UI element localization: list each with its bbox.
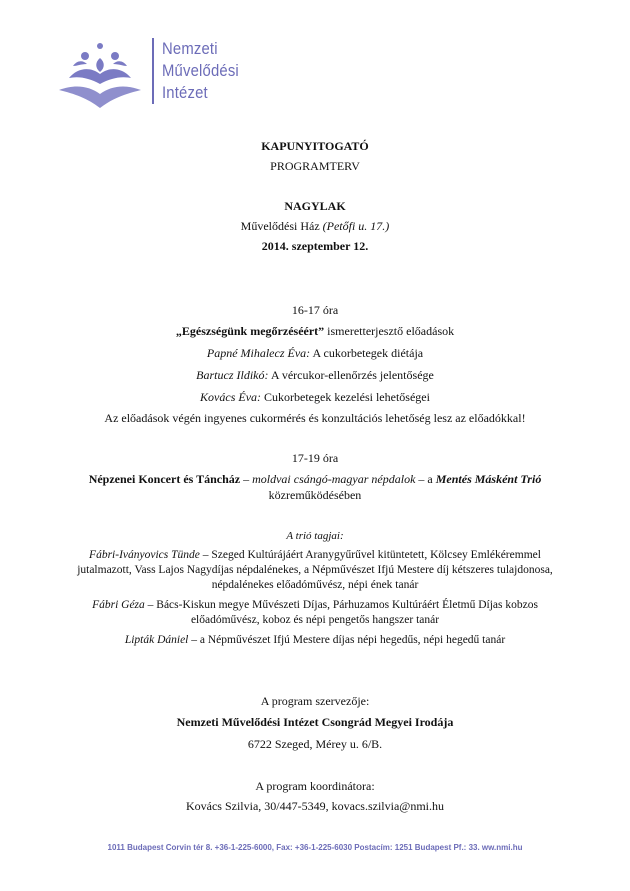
event-date: 2014. szeptember 12. [261, 239, 369, 253]
brand-line-3: Intézet [162, 84, 208, 102]
talk-topic: Cukorbetegek kezelési lehetőségei [261, 390, 430, 404]
session2-time: 17-19 óra [291, 451, 339, 465]
talk-3 [0, 389, 630, 405]
band-name: Mentés Másként Trió [435, 472, 542, 486]
session2-subtitle: moldvai csángó-magyar népdalok [252, 472, 416, 486]
organizer-label: A program szervezője: [260, 694, 370, 708]
member-desc: – a Népművészet Ifjú Mestere díjas népi hegedűs, népi hegedű tanár [188, 634, 506, 646]
venue: Művelődési Ház [240, 219, 320, 233]
session1-title: „Egészségünk megőrzéséért” [175, 324, 325, 338]
member-3 [60, 633, 570, 648]
city: NAGYLAK [284, 199, 346, 213]
dash: – [240, 472, 253, 486]
session2-heading [70, 471, 560, 503]
organizer-name: Nemzeti Művelődési Intézet Csongrád Megyei Irodája [176, 715, 454, 729]
venue-line [0, 218, 630, 234]
member-name: Lipták Dániel [124, 634, 189, 646]
dash: – a [415, 472, 436, 486]
member-desc: – Szeged Kultúrájáért Aranygyűrűvel kitüntetett, Kölcsey Emlékéremmel jutalmazott, Vass Lajos Nagydíjas népdalénekes, a Népművészet Ifjú Mestere díj kétszeres tulajdonosa, népdalénekes előadóművész, népi ének tanár [77, 549, 553, 591]
footer-contact: 1011 Budapest Corvin tér 8. +36-1-225-6000, Fax: +36-1-225-6030 Postacím: 1251 Budapest Pf.: 33. ww.nmi.hu [107, 843, 523, 852]
coordinator-label: A program koordinátora: [255, 779, 375, 793]
session2-suffix: közreműködésében [268, 488, 362, 502]
session2-title: Népzenei Koncert és Táncház [88, 472, 241, 486]
page-title: KAPUNYITOGATÓ [261, 139, 369, 153]
session1-time: 16-17 óra [291, 303, 339, 317]
institute-logo-icon [55, 38, 145, 110]
talk-speaker: Kovács Éva: [200, 390, 262, 404]
talk-topic: A cukorbetegek diétája [310, 346, 424, 360]
brand-line-2: Művelődési [162, 62, 239, 80]
session1-note: Az előadások végén ingyenes cukormérés és konzultációs lehetőség lesz az előadókkal! [104, 411, 526, 425]
talk-2 [0, 367, 630, 383]
page-subtitle: PROGRAMTERV [270, 159, 360, 173]
member-name: Fábri Géza [92, 599, 145, 611]
talk-topic: A vércukor-ellenőrzés jelentősége [268, 368, 434, 382]
member-2 [70, 598, 560, 628]
session1-title-suffix: ismeretterjesztő előadások [324, 324, 455, 338]
brand-name [152, 38, 247, 104]
coordinator-contact: Kovács Szilvia, 30/447-5349, kovacs.szilvia@nmi.hu [185, 799, 444, 813]
venue-address: (Petőfi u. 17.) [322, 219, 390, 233]
talk-speaker: Papné Mihalecz Éva: [206, 346, 311, 360]
talk-1 [0, 345, 630, 361]
talk-speaker: Bartucz Ildikó: [196, 368, 269, 382]
brand-line-1: Nemzeti [162, 40, 218, 58]
member-desc: – Bács-Kiskun megye Művészeti Díjas, Párhuzamos Kultúráért Életmű Díjas kobzos előadóművész, koboz és népi pengetős hangszer tanár [144, 599, 538, 626]
organizer-address: 6722 Szeged, Mérey u. 6/B. [247, 737, 383, 751]
members-heading: A trió tagjai: [286, 530, 344, 542]
member-name: Fábri-Iványovics Tünde [89, 549, 200, 561]
member-1 [70, 548, 560, 593]
session1-heading [0, 323, 630, 339]
